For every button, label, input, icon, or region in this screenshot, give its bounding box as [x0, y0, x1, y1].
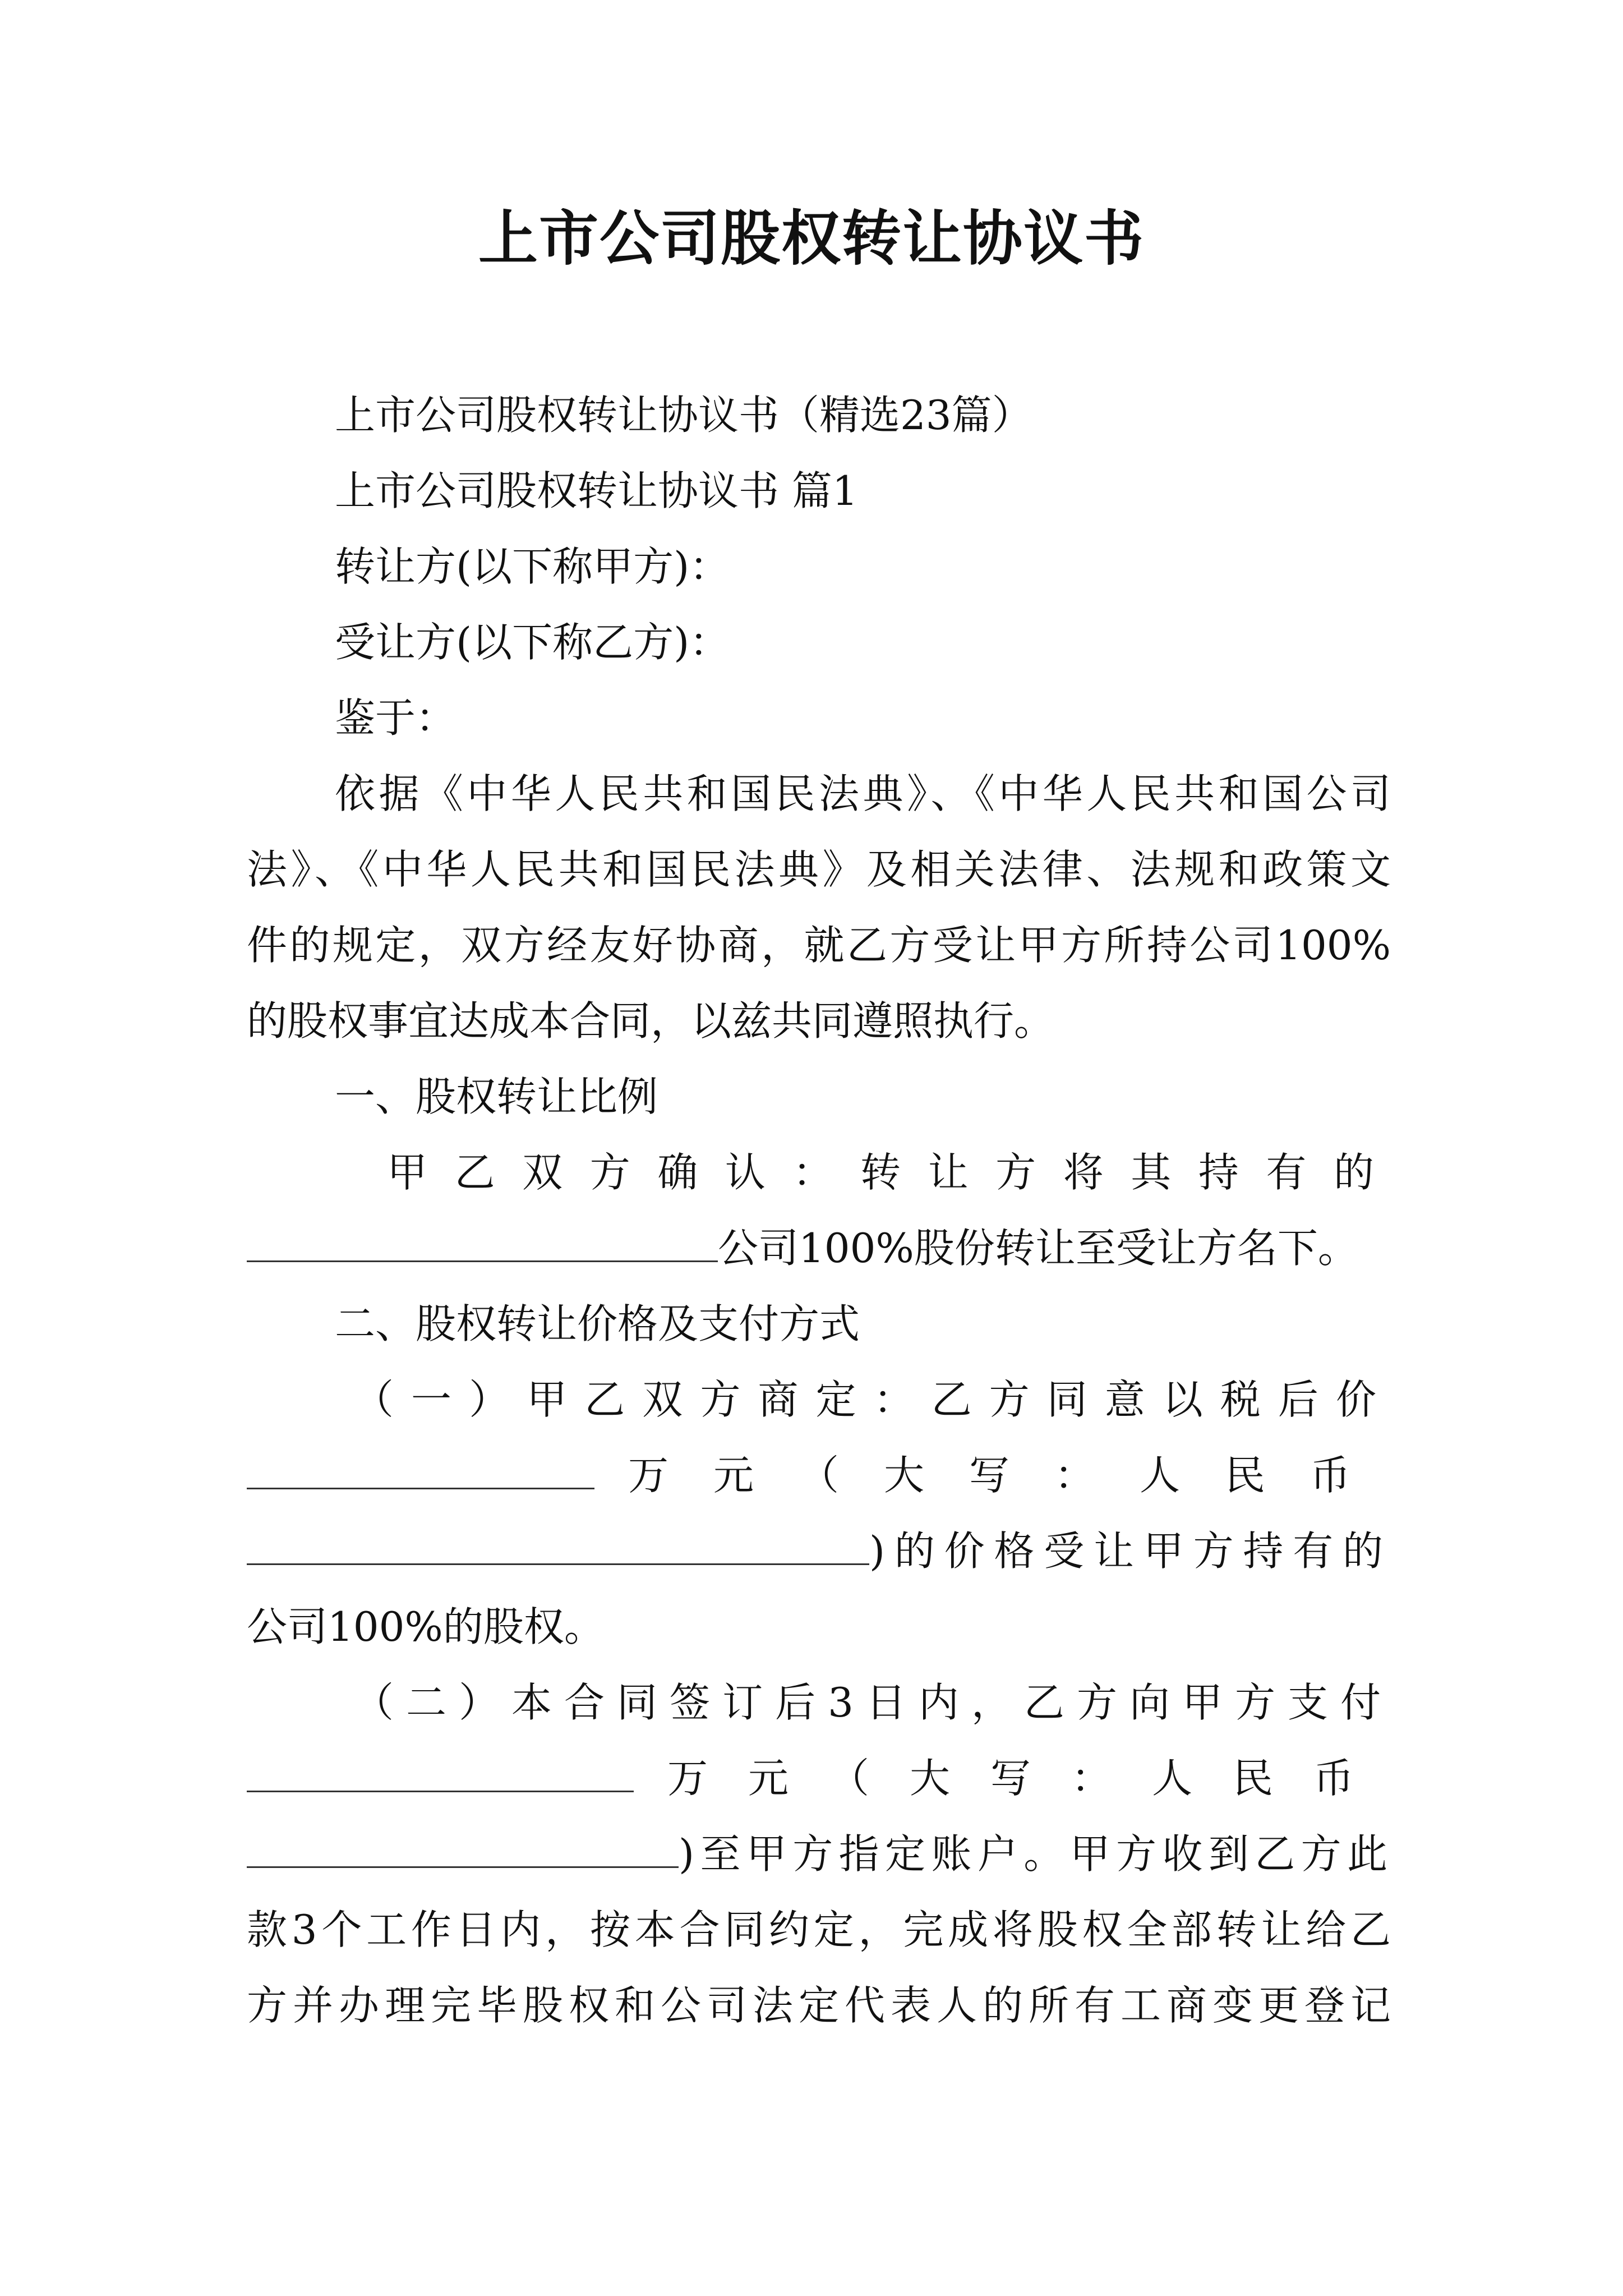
transferee-line: 受让方(以下称乙方)：	[335, 619, 730, 666]
paragraph-text: 依据《中华人民共和国民法典》、《中华人民共和国公司	[335, 770, 1391, 817]
section-heading: 二、股权转让价格及支付方式	[335, 1300, 860, 1347]
paragraph-line: （二）本合同签订后3日内，乙方向甲方支付	[353, 1679, 1391, 1726]
paragraph-line: 公司100%的股权。	[247, 1603, 605, 1650]
paragraph-line	[247, 1523, 1391, 1579]
document-title: 上市公司股权转让协议书	[478, 203, 1145, 273]
paragraph-line	[335, 766, 1391, 822]
fill-in-blank[interactable]	[247, 1527, 869, 1565]
whereas-line: 鉴于：	[335, 694, 457, 742]
transferor-line: 转让方(以下称甲方)：	[335, 543, 730, 590]
section-heading: 上市公司股权转让协议书 篇1	[335, 467, 858, 514]
paragraph-line: 款3个工作日内，按本合同约定，完成将股权全部转让给乙	[247, 1906, 1391, 1953]
paragraph-text: 万元（大写：人民币	[628, 1452, 1396, 1499]
paragraph-text: 公司100%股份转让至受让方名下。	[718, 1225, 1358, 1272]
fill-in-blank[interactable]	[247, 1225, 718, 1262]
paragraph-line: 甲乙双方确认：转让方将其持有的	[387, 1149, 1391, 1196]
section-heading: 一、股权转让比例	[335, 1073, 658, 1120]
paragraph-text: )的价格受让甲方持有的	[869, 1527, 1391, 1575]
paragraph-line: （一）甲乙双方商定：乙方同意以税后价	[353, 1376, 1391, 1423]
paragraph-line: 件的规定，双方经友好协商，就乙方受让甲方所持公司100%	[247, 922, 1391, 969]
paragraph-line	[247, 1750, 1395, 1806]
paragraph-line	[247, 1826, 1391, 1882]
paragraph-text: )至甲方指定账户。甲方收到乙方此	[679, 1830, 1391, 1878]
subtitle-line: 上市公司股权转让协议书（精选23篇）	[335, 392, 1032, 439]
fill-in-blank[interactable]	[247, 1755, 634, 1792]
paragraph-line	[247, 1447, 1396, 1503]
paragraph-line: 的股权事宜达成本合同，以兹共同遵照执行。	[247, 997, 1055, 1045]
paragraph-line	[247, 1220, 1358, 1276]
paragraph-line: 方并办理完毕股权和公司法定代表人的所有工商变更登记	[247, 1982, 1391, 2029]
paragraph-line: 法》、《中华人民共和国民法典》及相关法律、法规和政策文	[247, 846, 1391, 893]
fill-in-blank[interactable]	[247, 1452, 594, 1489]
paragraph-text: 万元（大写：人民币	[667, 1755, 1395, 1802]
fill-in-blank[interactable]	[247, 1830, 679, 1868]
